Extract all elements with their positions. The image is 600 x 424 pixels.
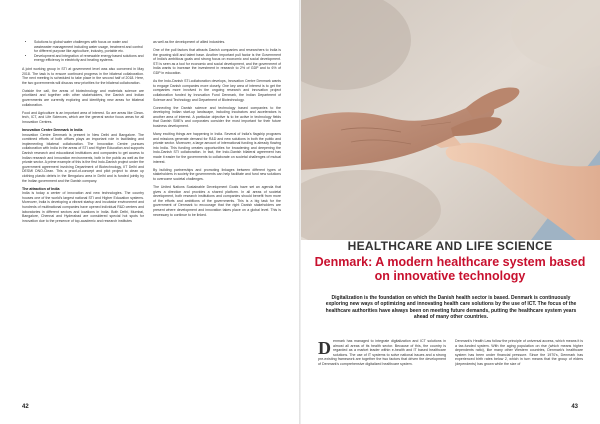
paragraph-text: enmark has managed to integrate digitalization and ICT solutions in almost all areas of its health sector. Because of this, the country is regarded as a market leader within e-health and IT based healthcare solutions. The use of IT systems to solve national issues and a strong pre-existing framework are together the two factors that driven the development of Denmark's comprehensive digitalized healthcare system. xyxy=(318,339,446,366)
page-number-right: 43 xyxy=(571,404,578,410)
paragraph: As the Indo-Danish STI-collaboration develops, Innovation Centre Denmark wants to engage Danish companies more closely. One key area of interest is to get the companies more involved in the ongoing research and innovation project collaboration funded by Innovation Fund Denmark, the Indian Department of Science and Technology and Department of Biotechnology. xyxy=(153,79,281,102)
list-item: • Development and integration of renewable energy based solutions and energy efficiency in electricity and heating systems. xyxy=(34,54,144,63)
hands-photo xyxy=(301,0,600,240)
paragraph xyxy=(318,339,446,367)
paragraph: Denmark's Health Law follow the principle of universal access, which means it is a tax-funded system. With the aging population on rise (which means higher dependents ratio), like many other Western countries, Denmark's healthcare system has been under financial pressure. Since the 1970's, Denmark has experienced birth rates below 2, which in turn means that the group of elders (dependents) has grown while the size of xyxy=(455,339,583,366)
page-title: Denmark: A modern healthcare system based on innovative technology xyxy=(314,255,586,283)
drop-cap: D xyxy=(318,338,331,358)
left-page-column-2 xyxy=(153,40,281,221)
hands-photo-icon xyxy=(301,0,600,240)
paragraph: One of the pull factors that attracts Danish companies and researchers to India is the growing skill and talent base. Another important pull factor is the Government of India's ambitious goals and strong focus on economic and social development. STI is seen as a tool for economic and social development, and the government of India wants to increase the investment in research to 2% of GDP and to 6% of GDP in education. xyxy=(153,48,281,76)
subheading: Innovation Centre Denmark in India xyxy=(22,128,83,132)
bullet-list xyxy=(22,40,144,63)
paragraph: as well as the development of allied industries. xyxy=(153,40,226,44)
left-page-column-1 xyxy=(22,40,144,227)
paragraph: The United Nations Sustainable Development Goals have set an agenda that gives a direction and provides a shared platform. In all areas of societal development, both research institutions and companies should benefit from more of the efforts and ambitions of the governments. This is a big task for the government of Denmark to encourage that the right Danish stakeholders are present where development and innovation takes place on a global level. This is necessary to continue to be linked. xyxy=(153,185,281,217)
paragraph: Innovation Centre Denmark is present in New Delhi and Bangalore. The combined efforts of both offices plays an important role in facilitating and implementing bilateral collaboration. The Innovation Centre pursues collaboration with India in the areas of STI and Higher Education and supports Danish research and educational institutions and companies to get access to Indian research and innovation environments, both in the public as well as the private sector. A prime example of this is the first Indo-Danish project under the government agreement involving Department of Biotechnology, IIT Delhi and DESMI DNO-Clean. This a proof-of-concept and pilot project to clean up clothing plastic debris in the Bengaluru area in Delhi and is funded jointly by the Indian government and the Danish company. xyxy=(22,132,144,183)
paragraph: India is today a center of innovation and new technologies. The country houses one of the world's largest national STI and Higher Education systems. Moreover, India is developing a vibrant startup and incubator environment and hundreds of multinational companies have opened individual R&D centers and laboratories in different sectors and locations in India. Both Delhi, Mumbai, Bangalore, Chennai and Hyderabad are considered special hot spots for innovation due to the presence of top-academic and research institutes xyxy=(22,191,144,223)
paragraph: Food and Agriculture is an important area of interest. So are areas like Clean-tech, ICT, and Life Sciences, which are the general sector focus areas for all Innovation Centres. xyxy=(22,110,144,124)
paragraph: By building partnerships and promoting linkages between different types of stakeholders in society the governments can help facilitate and fund new solutions to overcome societal challenges. xyxy=(153,167,281,181)
list-item: • Solutions to global water challenges with focus on water and wastewater management including water usage, treatment and control for different purpose like agriculture, industry, portable etc. xyxy=(34,40,144,54)
paragraph: Many exciting things are happening in India. Several of India's flagship programs and missions generate demand for R&D and new solutions in both the public and private sector. Moreover, a large amount of international funding is already flowing into India. This funding creates opportunities for broadening and deepening the Indo-Danish STI collaboration. In fact, the Indo-Danish bilateral agreement has made it easier for the governments to collaborate on societal challenges of mutual interest. xyxy=(153,132,281,164)
lead-paragraph: Digitalization is the foundation on which the Danish health sector is based. Denmark is continuously exploring new ways of optimizing and innovating health care solutions by the use of ICT. The focus of the healthcare authorities have always been on meeting future demands, putting the healthcare system years ahead of many other countries. xyxy=(325,295,577,321)
page-number-left: 42 xyxy=(22,404,29,410)
paragraph: Connecting the Danish science and technology based companies to the developing Indian start-up landscape, including incubators and accelerators is another area of interest. A particular objective is to be active in technology fields that Danish SME's and corporates consider the most important for their future business development. xyxy=(153,105,281,128)
paragraph: A joint working group in STI at government level was also convened in May 2018. The task is to ensure continued progress in the bilateral collaboration. The next meeting is scheduled to take place in the second half of 2018. Here, the two governments will discuss new priorities for the bilateral collaboration. xyxy=(22,66,144,85)
paragraph: Outside the call, the areas of biotechnology and materials science are prioritized and together with other stakeholders, the Danish and Indian governments are currently exploring and identifying new areas for bilateral collaboration. xyxy=(22,88,144,107)
right-page-column-2 xyxy=(455,339,583,370)
section-title: HEALTHCARE AND LIFE SCIENCE xyxy=(347,239,553,253)
right-page-column-1 xyxy=(318,339,446,370)
subheading: The attraction of India xyxy=(22,186,60,191)
